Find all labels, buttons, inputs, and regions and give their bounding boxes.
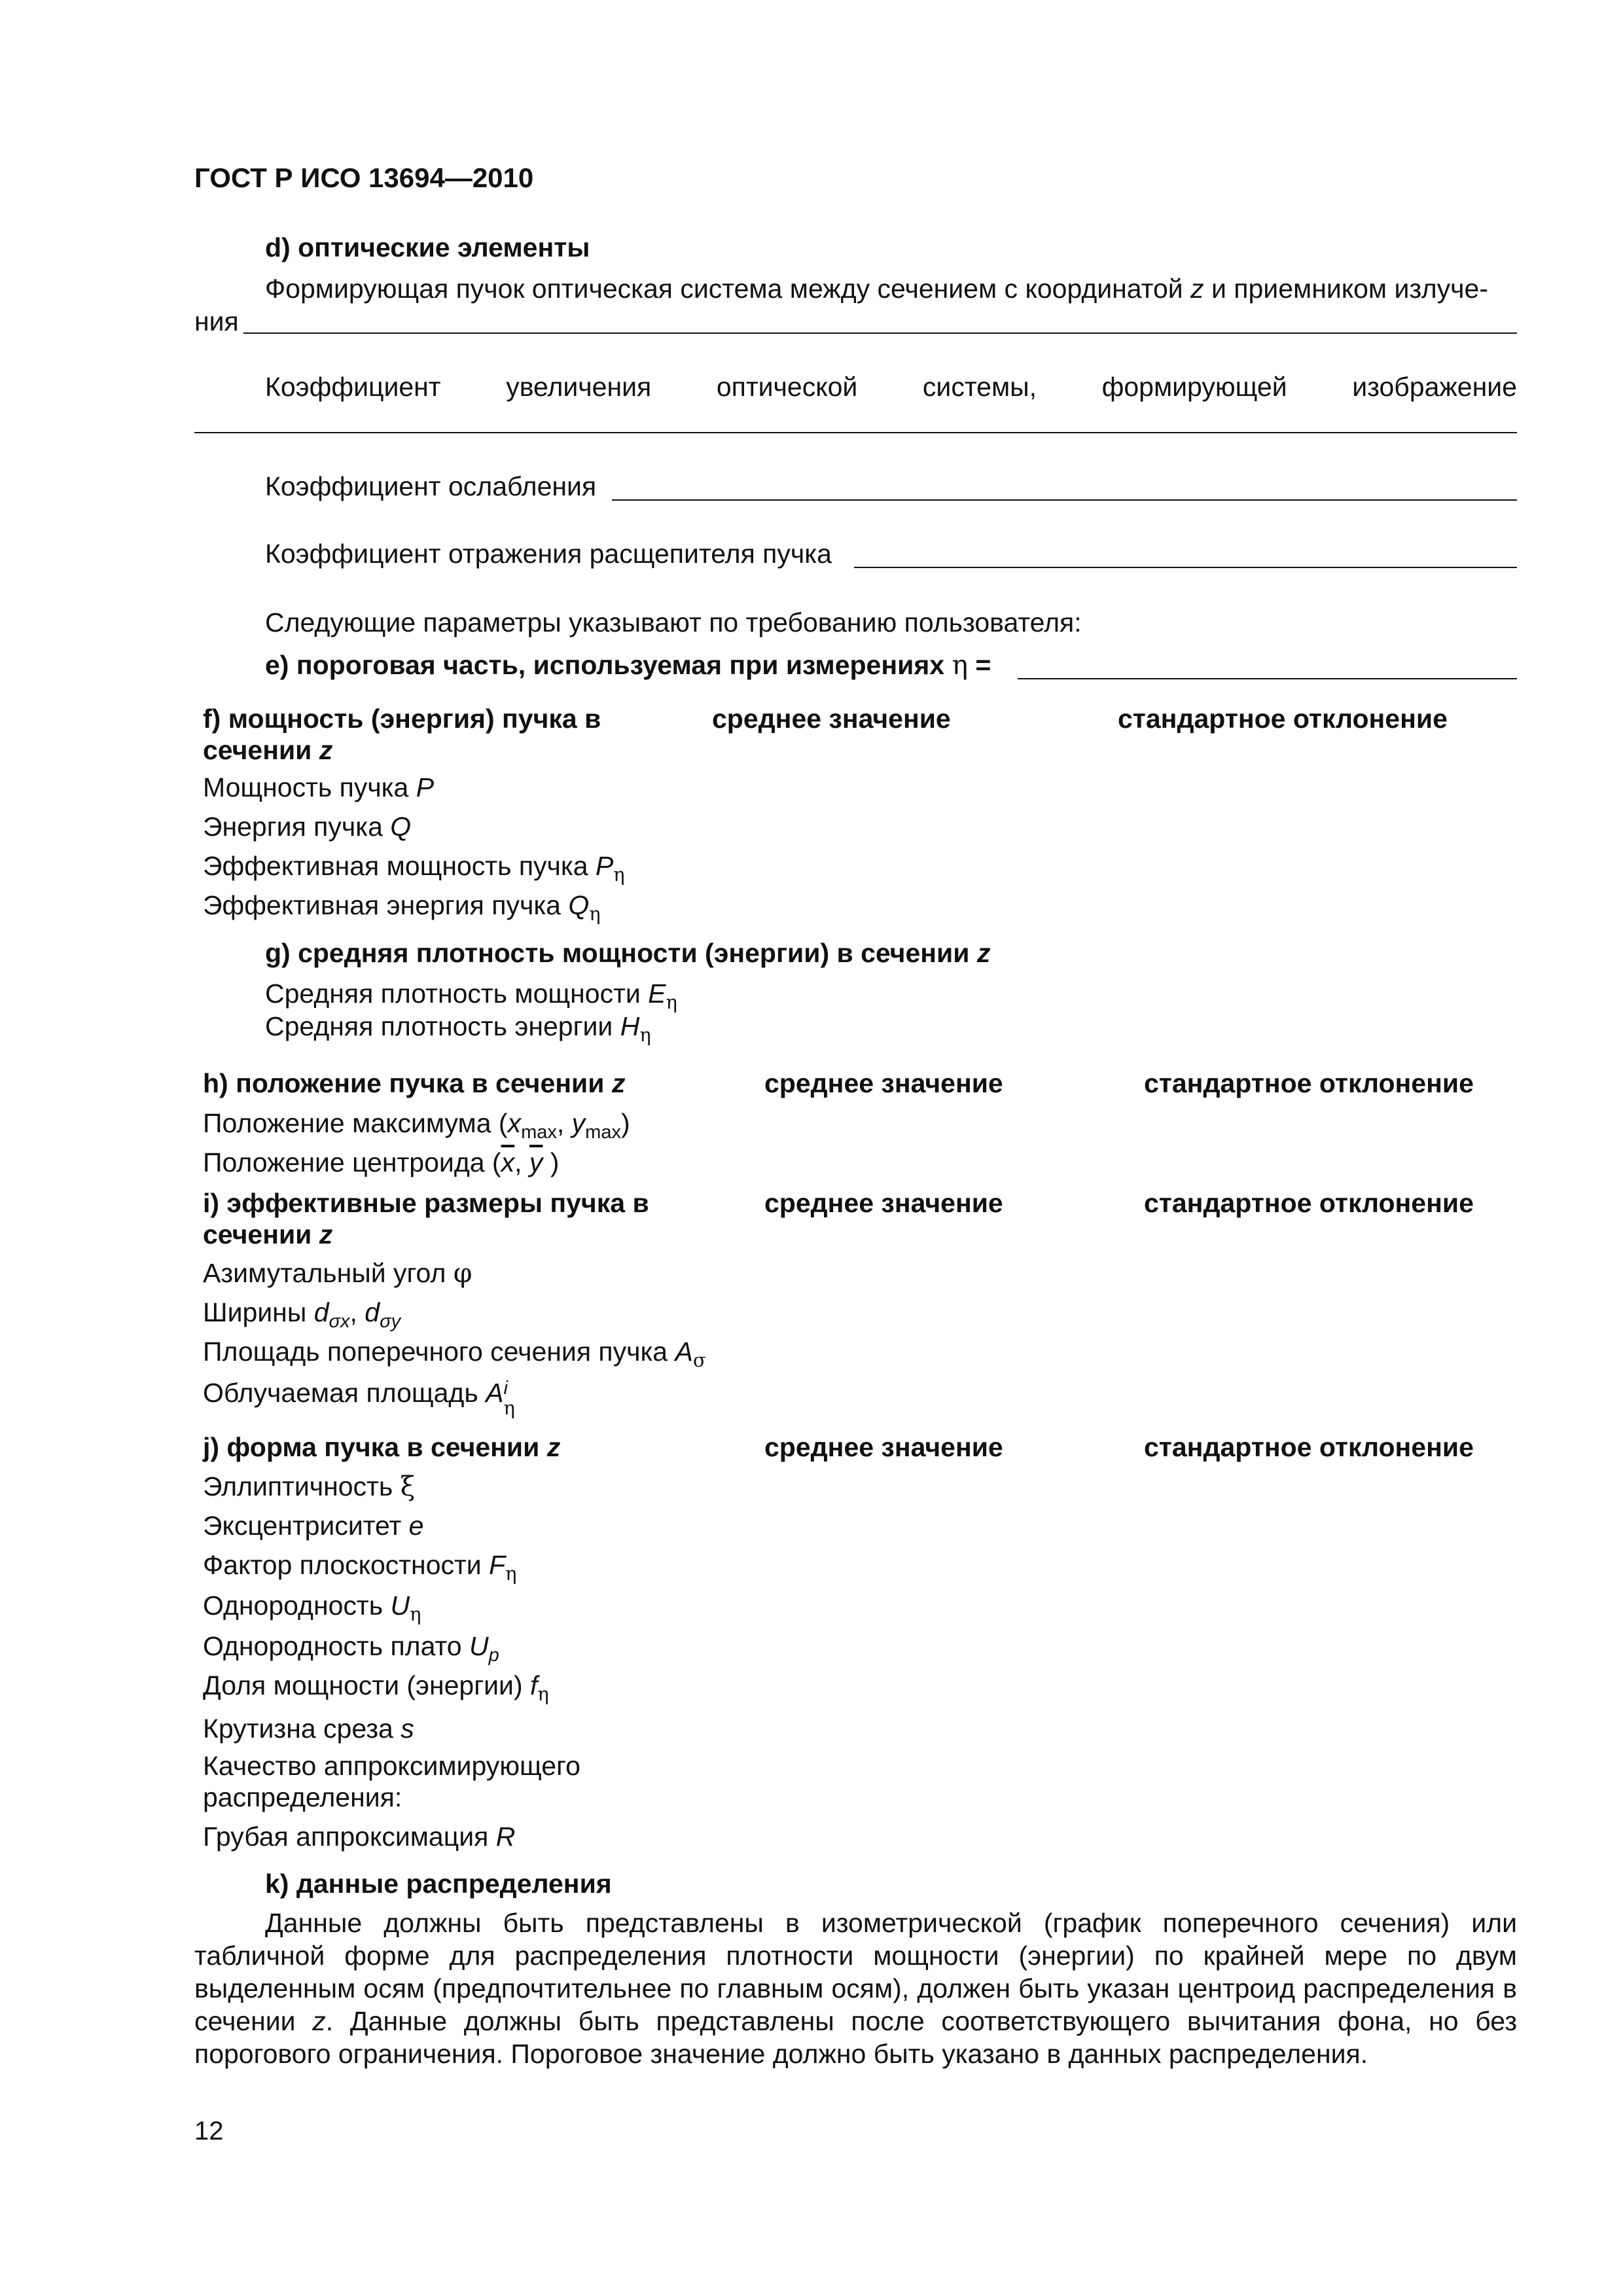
section-d-line1-cont: ния [194,306,239,336]
section-i-heading-cont: сечении z [203,1219,333,1249]
list-item: Эффективная энергия пучка $Q_\eta$ [203,890,601,925]
page-number: 12 [194,2117,224,2145]
list-item: Облучаемая площадь A i η [203,1378,515,1419]
list-item-cont: распределения: [203,1782,402,1812]
reflection-label: Коэффициент отражения расщепителя пучка [265,539,832,569]
attenuation-blank [612,499,1517,501]
user-params-note: Следующие параметры указывают по требованию пользователя: [265,607,1082,637]
reflection-blank [854,567,1517,568]
magnification-word: оптической [716,372,858,402]
column-mean-h: среднее значение [764,1068,1003,1098]
section-i-heading: i) эффективные размеры пучка в [203,1188,649,1218]
section-g-heading: g) средняя плотность мощности (энергии) в сечении z [265,938,991,968]
magnification-word: Коэффициент [265,372,441,402]
list-item: Однородность $U_\eta$ [203,1590,421,1625]
list-item: Ширины $d_{\sigma x}$, $d_{\sigma y}$ [203,1297,401,1332]
magnification-word: формирующей [1101,372,1287,402]
magnification-word: увеличения [506,372,652,402]
magnification-blank [194,432,1517,433]
list-item: Положение максимума ($x_{max}$, $y_{max}$) [203,1108,630,1143]
column-std-h: стандартное отклонение [1144,1068,1474,1098]
list-item: Средняя плотность энергии $H_\eta$ [265,1011,651,1046]
list-item: Мощность пучка P [203,772,435,802]
section-k-heading: k) данные распределения [265,1869,612,1899]
magnification-row [265,372,1517,403]
list-item: Однородность плато $U_p$ [203,1631,499,1666]
optical-system-blank [243,332,1517,334]
column-mean-j: среднее значение [764,1432,1003,1462]
section-k-paragraph: Данные должны быть представлены в изометрической (график поперечного сечения) или табличной форме для распределения плотности мощности (энергии) по крайней мере по двум выделенным осям (предпочтительнее по главным осям), должен быть указан центроид распределения в сечении z. Данные должны быть представлены после соответствующего вычитания фона, но без порогового ограничения. Пороговое значение должно быть указано в данных распределения. [194,1908,1517,2069]
section-h-heading: h) положение пучка в сечении z [203,1068,626,1098]
magnification-word: системы, [922,372,1037,402]
section-d-heading: d) оптические элементы [265,232,590,262]
column-std-i: стандартное отклонение [1144,1188,1474,1218]
attenuation-label: Коэффициент ослабления [265,471,597,501]
list-item: Энергия пучка Q [203,812,412,842]
magnification-word: изображение [1352,372,1517,402]
list-item: Грубая аппроксимация R [203,1821,516,1852]
list-item: Доля мощности (энергии) $f_\eta$ [203,1670,549,1705]
list-item: Крутизна среза s [203,1713,414,1744]
list-item: Фактор плоскостности $F_\eta$ [203,1550,517,1585]
threshold-blank [1018,678,1517,679]
list-item: Азимутальный угол φ [203,1257,473,1289]
section-f-heading-cont: сечении z [203,735,333,765]
section-f-heading: f) мощность (энергия) пучка в [203,704,601,734]
list-item: Площадь поперечного сечения пучка $A_\sigma$ [203,1336,706,1371]
section-d-line1: Формирующая пучок оптическая система между сечением с координатой z и приемником излуче- [265,274,1488,304]
list-item: Эффективная мощность пучка $P_\eta$ [203,851,625,886]
section-e-heading: e) пороговая часть, используемая при измерениях η = [265,649,991,681]
list-item: Эллиптичность ξ [203,1471,416,1502]
list-item: Качество аппроксимирующего [203,1751,580,1781]
column-mean-f: среднее значение [712,704,951,734]
column-mean-i: среднее значение [764,1188,1003,1218]
list-item: Эксцентриситет e [203,1511,424,1541]
column-std-j: стандартное отклонение [1144,1432,1474,1462]
document-header: ГОСТ Р ИСО 13694—2010 [194,162,534,193]
column-std-f: стандартное отклонение [1118,704,1448,734]
section-j-heading: j) форма пучка в сечении z [203,1432,561,1462]
list-item: Положение центроида ($\overline{x}$, $\overline{y}$ ) [203,1147,560,1177]
list-item: Средняя плотность мощности $E_\eta$ [265,978,677,1013]
